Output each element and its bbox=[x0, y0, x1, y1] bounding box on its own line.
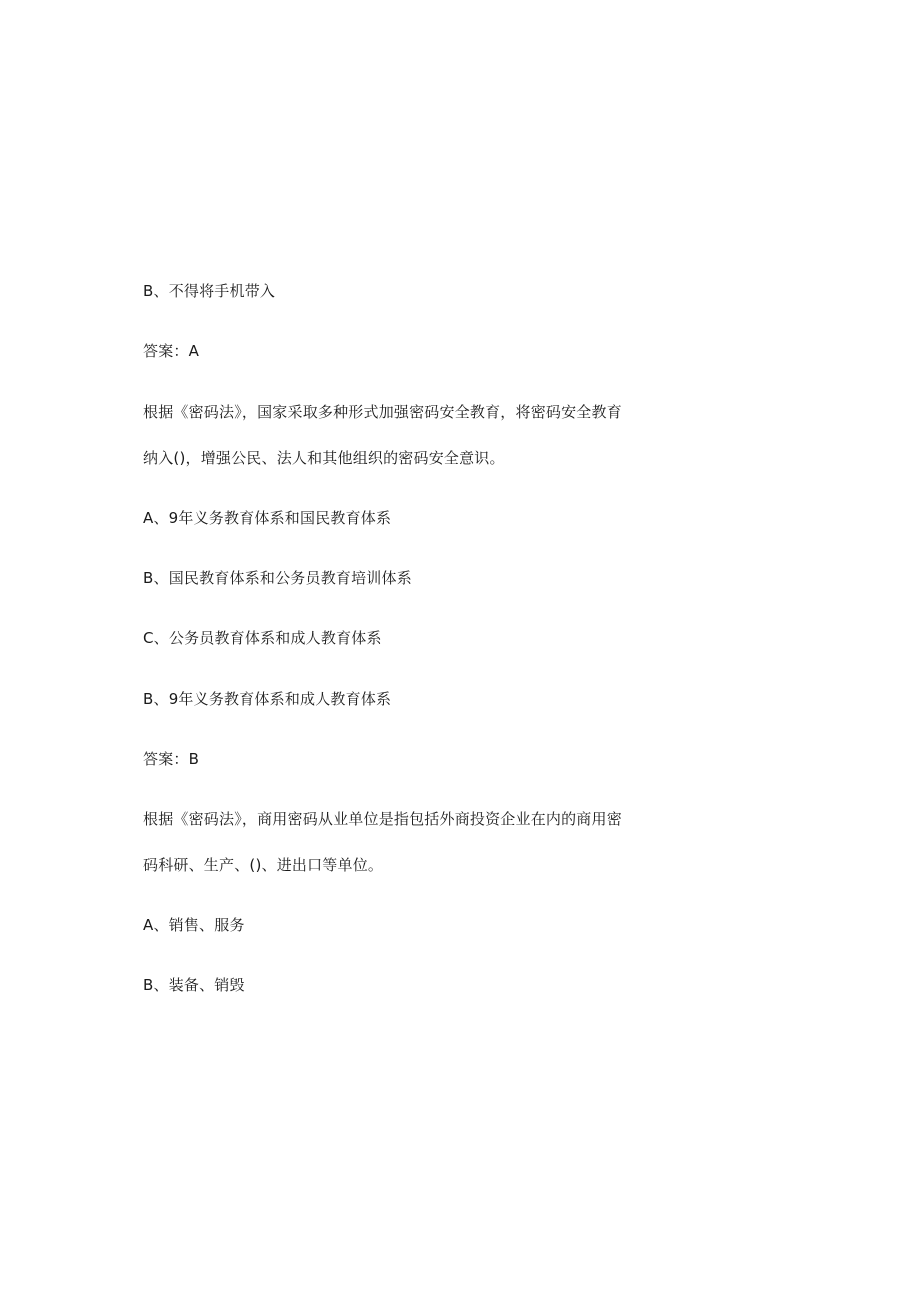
question-education-line-1: 根据《密码法》，国家采取多种形式加强密码安全教育，将密码安全教育 bbox=[143, 403, 622, 421]
option-a-commercial: A、销售、服务 bbox=[143, 916, 245, 934]
question-commercial-line-1: 根据《密码法》，商用密码从业单位是指包括外商投资企业在内的商用密 bbox=[143, 810, 622, 828]
option-a-education: A、9年义务教育体系和国民教育体系 bbox=[143, 509, 392, 527]
option-b-phone-rule: B、不得将手机带入 bbox=[143, 282, 276, 300]
answer-line-2: 答案：B bbox=[143, 750, 200, 768]
option-c-education: C、公务员教育体系和成人教育体系 bbox=[143, 629, 382, 647]
answer-line-1: 答案：A bbox=[143, 342, 200, 360]
option-b-education: B、国民教育体系和公务员教育培训体系 bbox=[143, 569, 412, 587]
question-education-line-2: 纳入()，增强公民、法人和其他组织的密码安全意识。 bbox=[143, 449, 505, 467]
option-b-commercial: B、装备、销毁 bbox=[143, 976, 245, 994]
option-d-education: B、9年义务教育体系和成人教育体系 bbox=[143, 690, 392, 708]
question-commercial-line-2: 码科研、生产、()、进出口等单位。 bbox=[143, 856, 384, 874]
